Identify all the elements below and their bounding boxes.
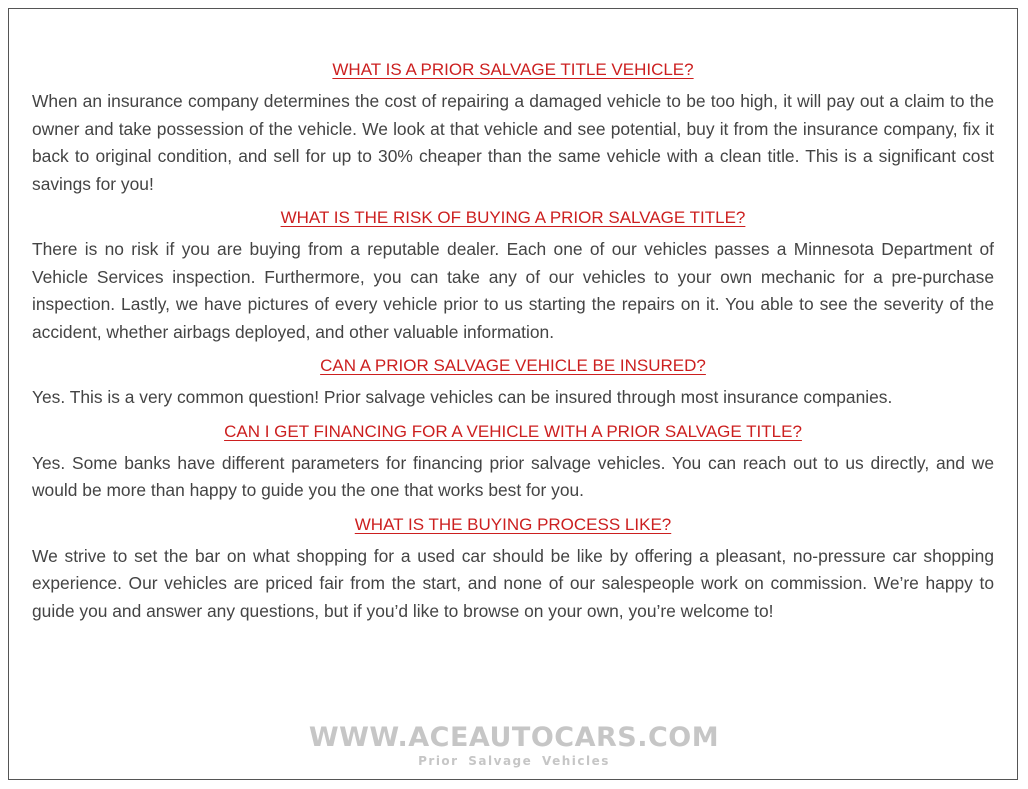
faq-answer-4: Yes. Some banks have different parameters for financing prior salvage vehicles. You can reach out to us directly, and we would be more than happy to guide you the one that works best for you. (32, 452, 994, 500)
faq-answer-2: There is no risk if you are buying from a reputable dealer. Each one of our vehicles passes a Minnesota Department of Vehicle Services inspection. Furthermore, you can take any of our vehicles to your own mechanic for a pre-purchase inspection. Lastly, we have pictures of every vehicle prior to us starting the repairs on it. You able to see the severity of the accident, whether airbags deployed, and other valuable information. (32, 239, 994, 342)
faq-question-4: CAN I GET FINANCING FOR A VEHICLE WITH A PRIOR SALVAGE TITLE? (224, 421, 802, 441)
footer-watermark (0, 722, 1028, 768)
faq-answer-1: When an insurance company determines the cost of repairing a damaged vehicle to be too high, it will pay out a claim to the owner and take possession of the vehicle. We look at that vehicle and see potential, buy it from the insurance company, fix it back to original condition, and sell for up to 30% cheaper than the same vehicle with a clean title. This is a significant cost savings for you! (32, 91, 994, 194)
faq-question-3: CAN A PRIOR SALVAGE VEHICLE BE INSURED? (320, 356, 706, 375)
faq-question-5: WHAT IS THE BUYING PROCESS LIKE? (354, 514, 672, 534)
faq-answer-5: We strive to set the bar on what shopping for a used car should be like by offering a pleasant, no-pressure car shopping experience. Our vehicles are priced fair from the start, and none of our salespeople work on commission. We’re happy to guide you and answer any questions, but if you’d like to browse on your own, you’re welcome to! (32, 545, 994, 621)
faq-content (32, 58, 994, 633)
website-tagline: Prior Salvage Vehicles (418, 754, 610, 768)
faq-answer-3: Yes. This is a very common question! Prior salvage vehicles can be insured through most insurance companies. (32, 387, 893, 407)
faq-question-1: WHAT IS A PRIOR SALVAGE TITLE VEHICLE? (332, 60, 694, 79)
faq-question-2: WHAT IS THE RISK OF BUYING A PRIOR SALVAGE TITLE? (280, 208, 746, 227)
website-url: WWW.ACEAUTOCARS.COM (308, 722, 720, 753)
